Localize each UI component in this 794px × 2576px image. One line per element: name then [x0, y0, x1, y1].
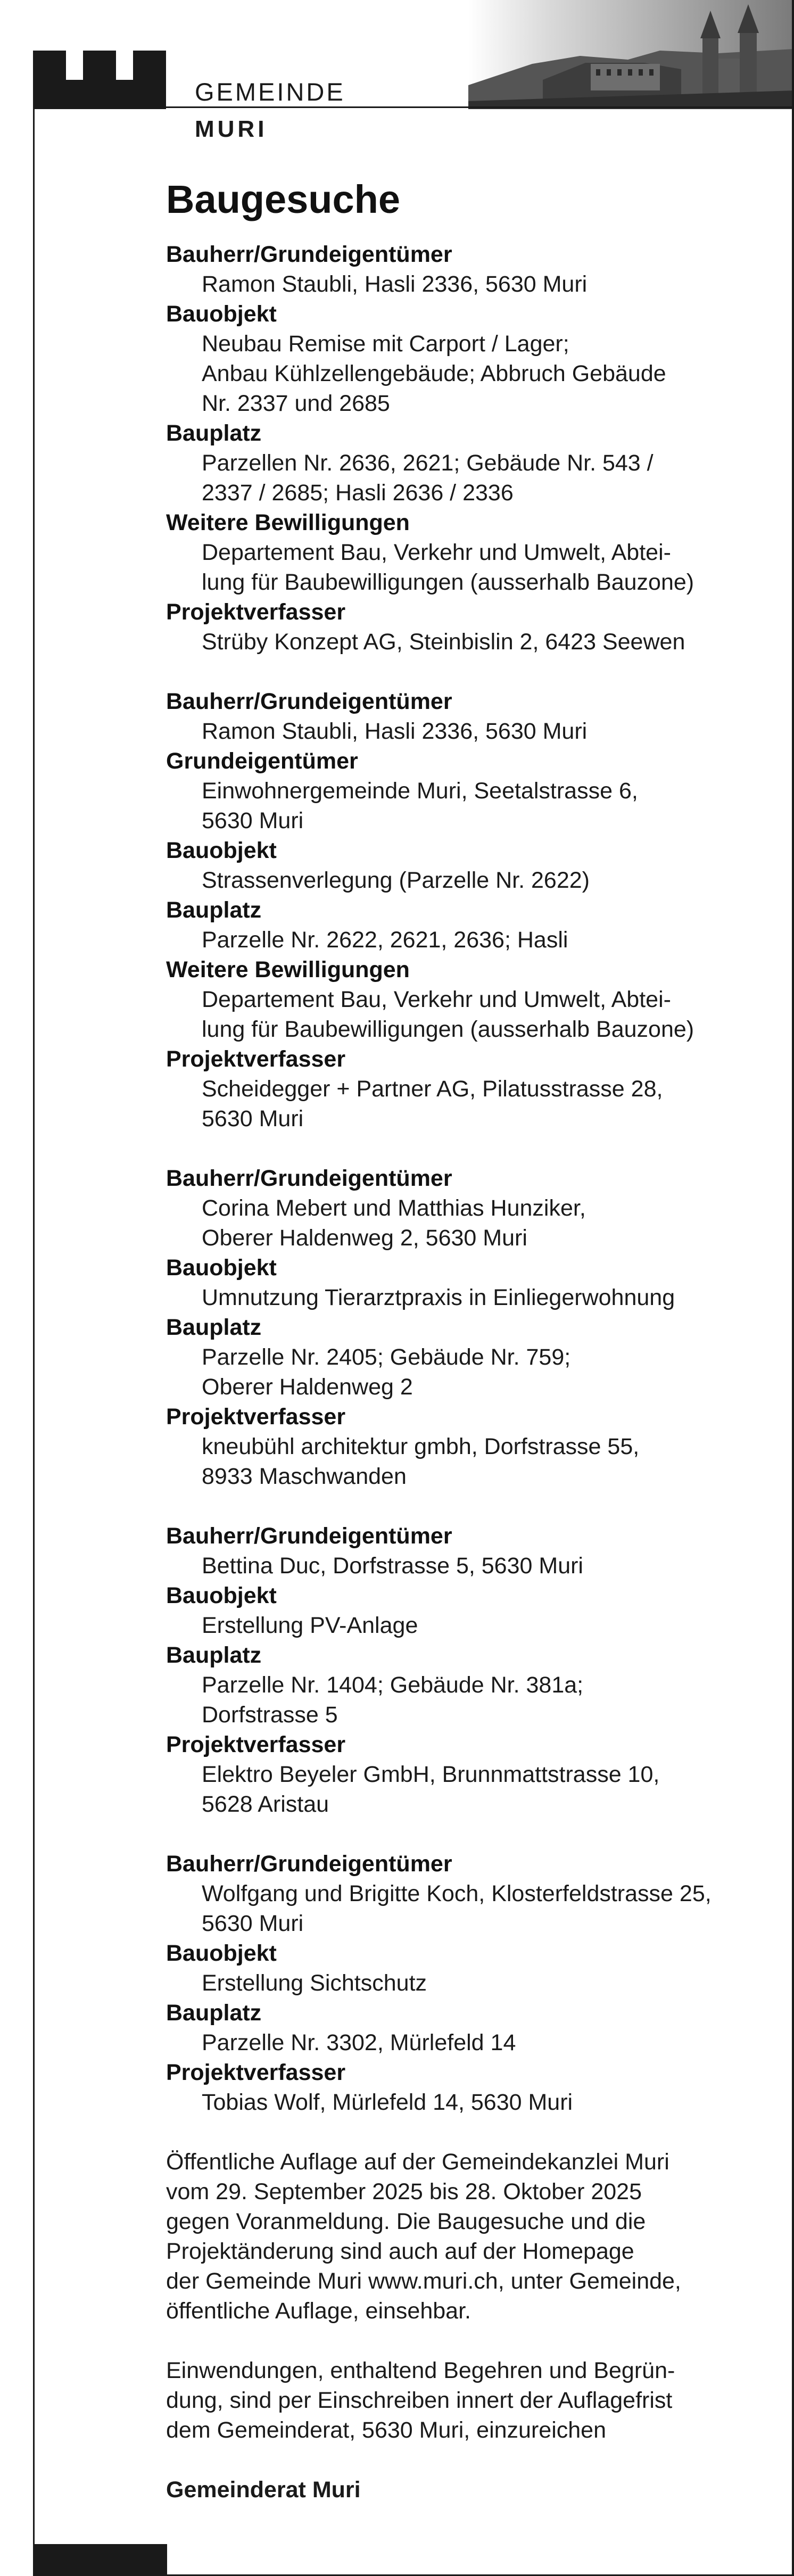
field-value: Strüby Konzept AG, Steinbislin 2, 6423 Seewen [202, 629, 685, 655]
field-label: Bauobjekt [166, 838, 277, 863]
field-label: Bauobjekt [166, 1255, 277, 1281]
field-label: Projektverfasser [166, 2060, 346, 2085]
building-applications-list [166, 240, 783, 2117]
field-value: Erstellung Sichtschutz [202, 1970, 427, 1996]
field-value: Ramon Staubli, Hasli 2336, 5630 Muri [202, 271, 588, 297]
field-label: Bauplatz [166, 1315, 262, 1340]
field-label: Bauherr/Grundeigentümer [166, 242, 452, 267]
field-label: Bauplatz [166, 1642, 262, 1668]
field-label: Bauherr/Grundeigentümer [166, 1851, 452, 1877]
field-label: Weitere Bewilligungen [166, 510, 410, 535]
objection-notice: Einwendungen, enthaltend Begehren und Begrün- dung, sind per Einschreiben innert der Auflagefrist dem Gemeinderat, 5630 Muri, einzureichen [166, 2358, 675, 2443]
field-label: Bauobjekt [166, 301, 277, 327]
field-value: kneubühl architektur gmbh, Dorfstrasse 55, 8933 Maschwanden [202, 1434, 640, 1489]
public-notice: Öffentliche Auflage auf der Gemeindekanzlei Muri vom 29. September 2025 bis 28. Oktober 2025 gegen Voranmeldung. Die Baugesuche und die Projektänderung sind auch auf der Homepage der Gemeinde Muri www.muri.ch, unter Gemeinde, öffentliche Auflage, einsehbar. [166, 2149, 681, 2324]
field-value: Strassenverlegung (Parzelle Nr. 2622) [202, 868, 590, 893]
field-label: Bauherr/Grundeigentümer [166, 1166, 452, 1191]
field-value: Corina Mebert und Matthias Hunziker, Oberer Haldenweg 2, 5630 Muri [202, 1195, 586, 1251]
field-label: Bauobjekt [166, 1583, 277, 1608]
field-label: Bauplatz [166, 2000, 262, 2026]
field-label: Bauherr/Grundeigentümer [166, 689, 452, 714]
field-value: Parzelle Nr. 3302, Mürlefeld 14 [202, 2030, 516, 2055]
field-label: Grundeigentümer [166, 748, 358, 774]
field-value: Einwohnergemeinde Muri, Seetalstrasse 6, 5630 Muri [202, 778, 638, 833]
field-label: Bauplatz [166, 420, 262, 446]
field-value: Wolfgang und Brigitte Koch, Klosterfeldstrasse 25, 5630 Muri [202, 1881, 712, 1936]
brand-line-1: GEMEINDE [195, 78, 345, 106]
field-label: Projektverfasser [166, 1046, 346, 1072]
field-label: Bauherr/Grundeigentümer [166, 1523, 452, 1549]
field-value: Bettina Duc, Dorfstrasse 5, 5630 Muri [202, 1553, 583, 1579]
field-value: Parzellen Nr. 2636, 2621; Gebäude Nr. 543 / 2337 / 2685; Hasli 2636 / 2336 [202, 450, 654, 506]
field-value: Erstellung PV-Anlage [202, 1613, 418, 1638]
brand-line-2: MURI [195, 116, 268, 142]
field-value: Scheidegger + Partner AG, Pilatusstrasse 28, 5630 Muri [202, 1076, 663, 1132]
field-value: Parzelle Nr. 2405; Gebäude Nr. 759; Oberer Haldenweg 2 [202, 1344, 571, 1400]
signature: Gemeinderat Muri [166, 2477, 361, 2503]
field-label: Projektverfasser [166, 1404, 346, 1430]
field-label: Projektverfasser [166, 599, 346, 625]
field-label: Bauobjekt [166, 1941, 277, 1966]
announcement-body [166, 176, 783, 2505]
page-title: Baugesuche [166, 177, 401, 221]
field-value: Neubau Remise mit Carport / Lager; Anbau Kühlzellengebäude; Abbruch Gebäude Nr. 2337 und 2685 [202, 331, 666, 416]
field-value: Tobias Wolf, Mürlefeld 14, 5630 Muri [202, 2090, 573, 2115]
field-label: Bauplatz [166, 897, 262, 923]
field-value: Umnutzung Tierarztpraxis in Einliegerwohnung [202, 1285, 675, 1310]
field-value: Elektro Beyeler GmbH, Brunnmattstrasse 10, 5628 Aristau [202, 1762, 660, 1817]
application-entry [166, 687, 783, 1134]
application-entry [166, 240, 783, 657]
field-label: Weitere Bewilligungen [166, 957, 410, 982]
application-entry [166, 1163, 783, 1491]
field-value: Ramon Staubli, Hasli 2336, 5630 Muri [202, 719, 588, 744]
field-label: Projektverfasser [166, 1732, 346, 1757]
application-entry [166, 1521, 783, 1819]
field-value: Departement Bau, Verkehr und Umwelt, Abtei- lung für Baubewilligungen (ausserhalb Bauzone) [202, 540, 694, 595]
application-entry [166, 1849, 783, 2117]
field-value: Parzelle Nr. 1404; Gebäude Nr. 381a; Dorfstrasse 5 [202, 1672, 584, 1728]
field-value: Parzelle Nr. 2622, 2621, 2636; Hasli [202, 927, 568, 953]
field-value: Departement Bau, Verkehr und Umwelt, Abtei- lung für Baubewilligungen (ausserhalb Bauzone) [202, 987, 694, 1042]
